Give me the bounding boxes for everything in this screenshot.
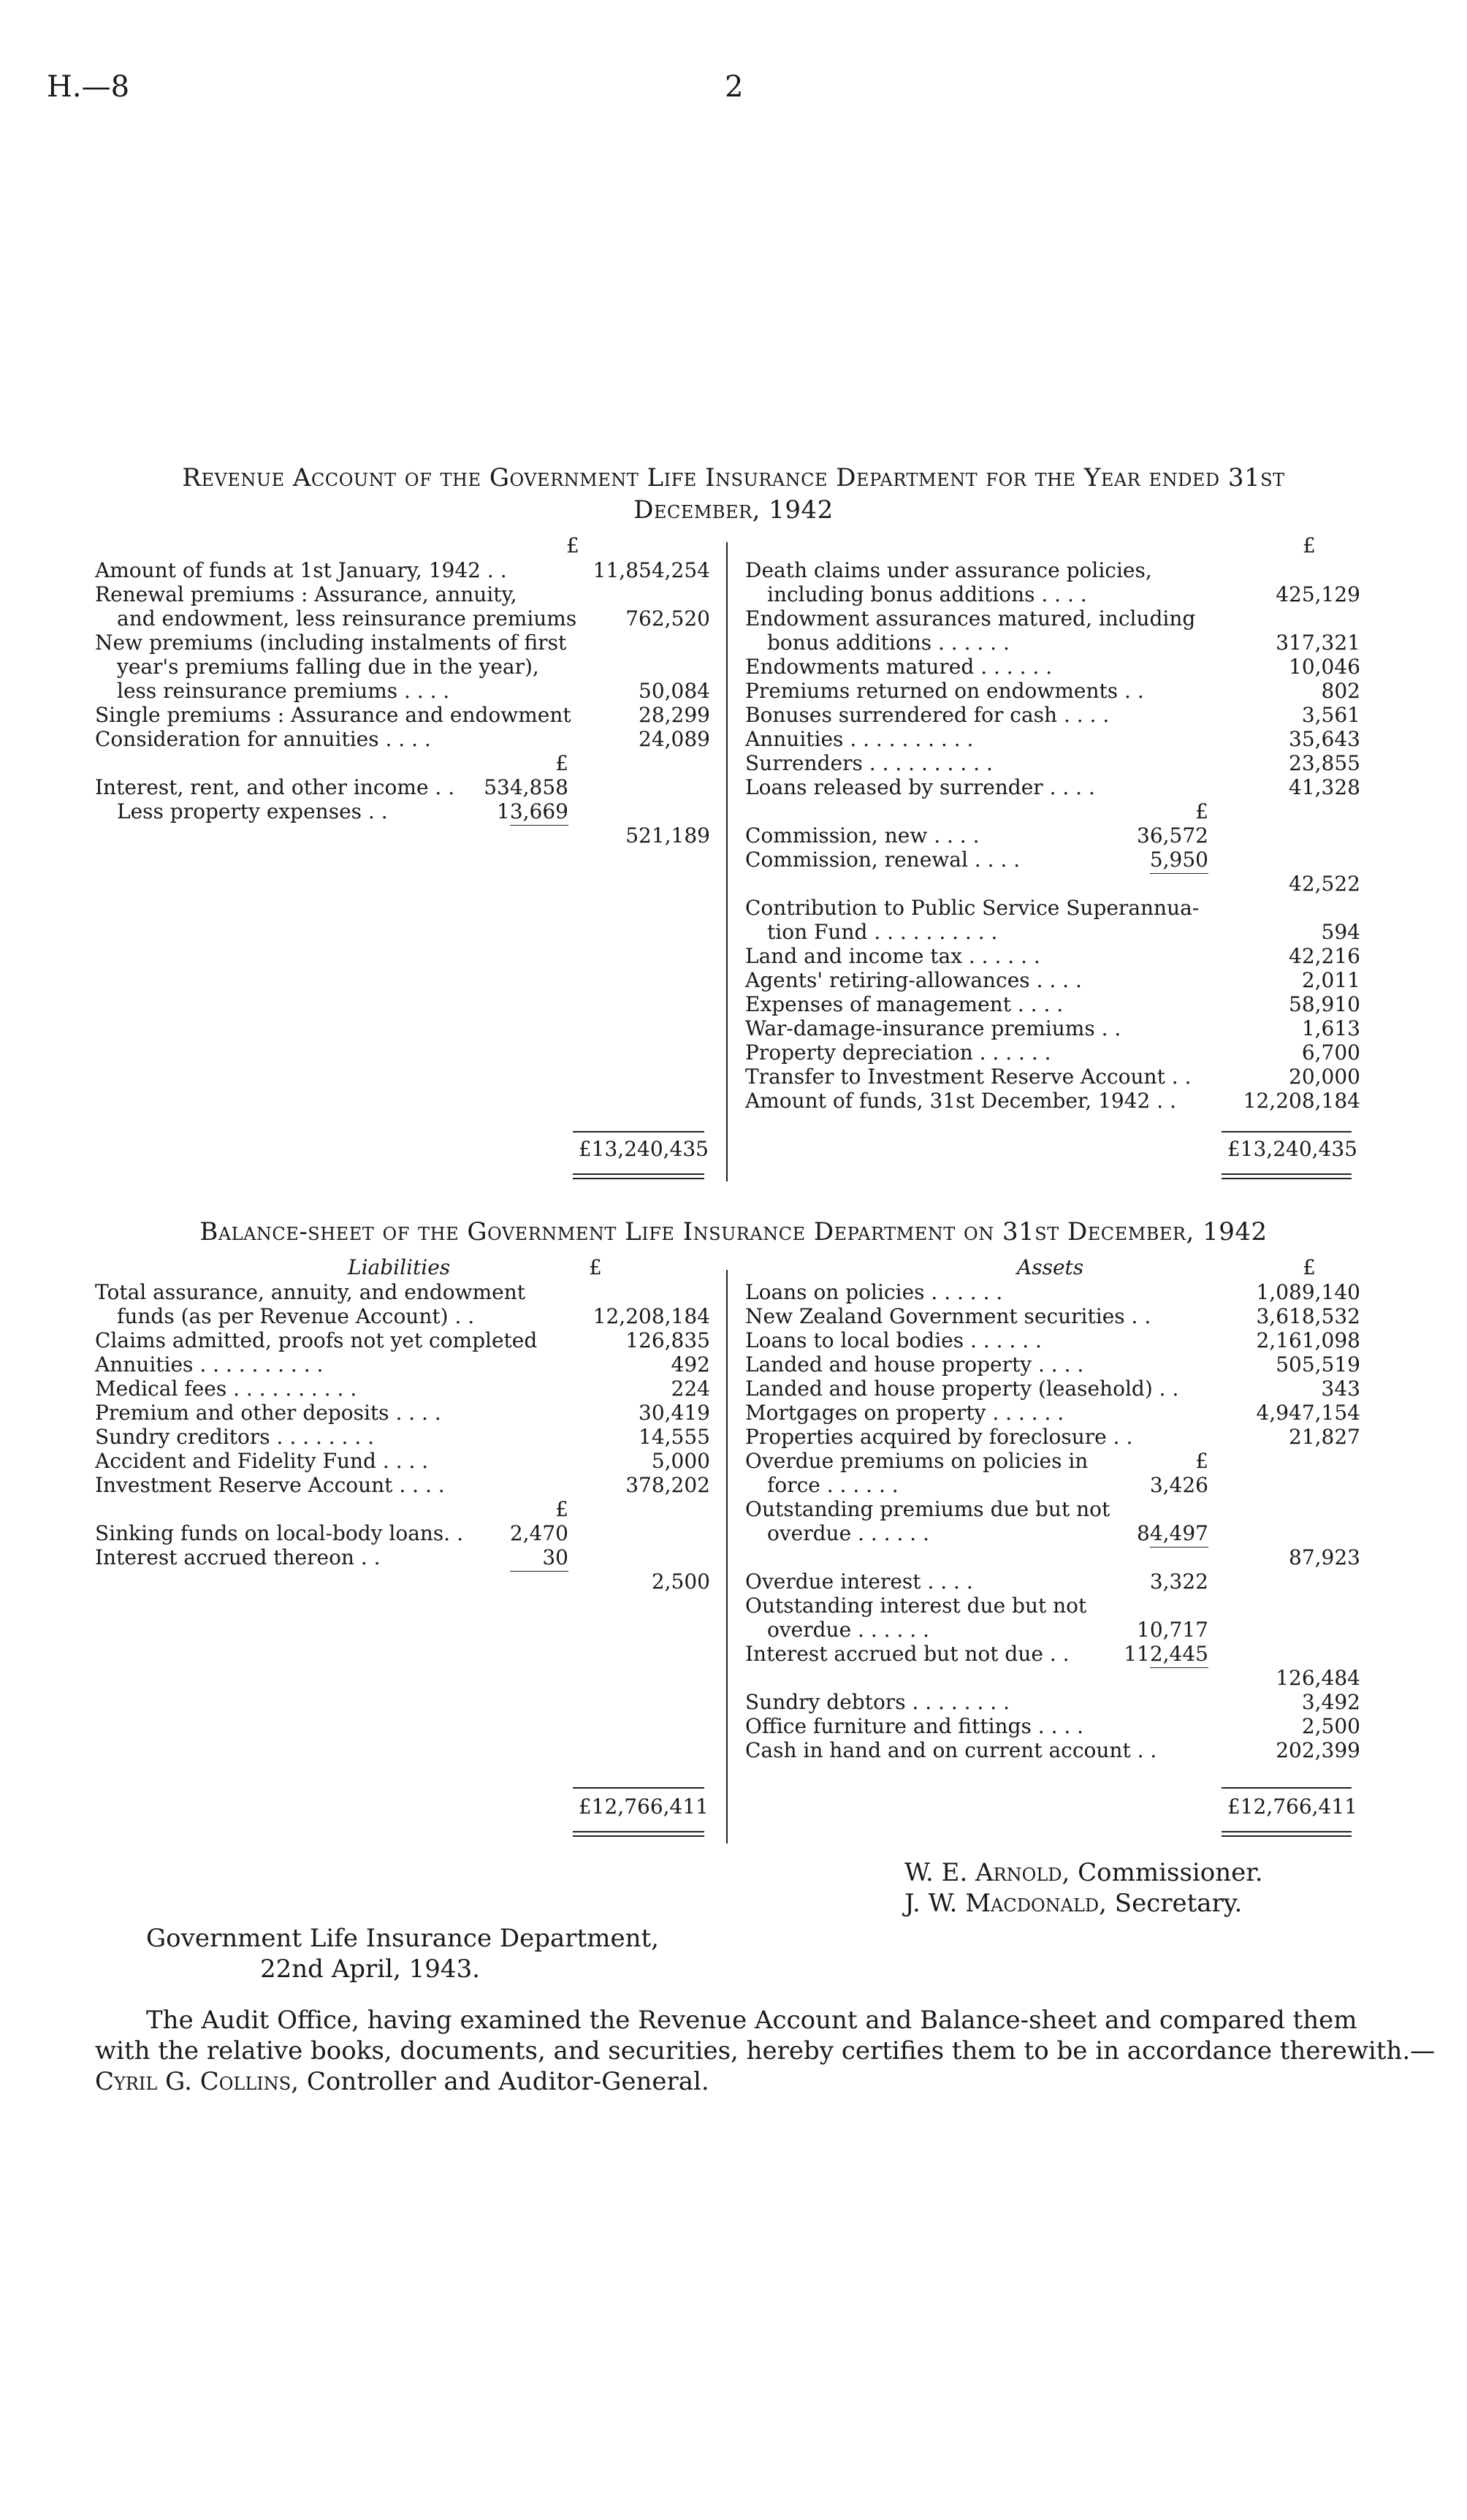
assets-pound: £ [1303, 1255, 1316, 1279]
ledger-amount: 224 [671, 1377, 710, 1401]
ledger-sub-amount: £ [1195, 1449, 1208, 1473]
ledger-amount: 762,520 [625, 606, 710, 631]
ledger-amount: 3,561 [1301, 703, 1360, 727]
ledger-line-text: Total assurance, annuity, and endowment [95, 1280, 525, 1304]
ledger-line-text: Less property expenses . . [117, 799, 388, 823]
ledger-amount: 1,089,140 [1256, 1280, 1360, 1304]
ledger-line-text: Overdue interest . . . . [745, 1569, 973, 1594]
ledger-sub-amount: 13,669 [497, 799, 568, 823]
ledger-amount: 1,613 [1301, 1016, 1360, 1040]
ledger-sub-amount: £ [555, 751, 568, 775]
ledger-line-text: Contribution to Public Service Superannua- [745, 896, 1200, 920]
audit-signature [95, 2066, 709, 2097]
commissioner-name: W. E. Arnold [904, 1858, 1062, 1887]
revenue-left-total-rule [573, 1131, 704, 1133]
ledger-amount: 202,399 [1276, 1738, 1360, 1762]
department-line: Government Life Insurance Department, [146, 1924, 659, 1953]
ledger-amount: 11,854,254 [592, 558, 710, 582]
ledger-amount: 21,827 [1289, 1425, 1360, 1449]
ledger-sub-amount: 534,858 [484, 775, 568, 799]
ledger-amount: 5,000 [651, 1449, 710, 1473]
ledger-sub-amount: 3,426 [1149, 1473, 1208, 1497]
ledger-line-text: overdue . . . . . . [767, 1521, 929, 1545]
ledger-amount: 2,500 [651, 1569, 710, 1594]
ledger-line-text: Death claims under assurance policies, [745, 558, 1152, 582]
date-line: 22nd April, 1943. [260, 1954, 481, 1984]
revenue-left-total: £13,240,435 [578, 1137, 709, 1161]
page-number: 2 [725, 70, 744, 104]
ledger-line-text: Loans to local bodies . . . . . . [745, 1328, 1042, 1352]
ledger-line-text: Surrenders . . . . . . . . . . [745, 751, 993, 775]
ledger-line-text: overdue . . . . . . [767, 1618, 929, 1642]
ledger-amount: 492 [671, 1352, 710, 1377]
balance-title: Balance-sheet of the Government Life Insurance Department on 31st December, 1942 [199, 1217, 1268, 1246]
auditor-role: , Controller and Auditor-General. [291, 2067, 709, 2096]
signature-commissioner [904, 1857, 1263, 1888]
ledger-line-text: Loans on policies . . . . . . [745, 1280, 1003, 1304]
ledger-amount: 2,011 [1301, 968, 1360, 992]
ledger-line-text: Sundry creditors . . . . . . . . [95, 1425, 375, 1449]
ledger-line-text: Premiums returned on endowments . . [745, 679, 1144, 703]
ledger-line-text: Mortgages on property . . . . . . [745, 1401, 1064, 1425]
ledger-line-text: Property depreciation . . . . . . [745, 1040, 1051, 1065]
ledger-line-text: Landed and house property (leasehold) . . [745, 1377, 1179, 1401]
ledger-line-text: Sundry debtors . . . . . . . . [745, 1690, 1010, 1714]
ledger-line-text: Interest accrued thereon . . [95, 1545, 381, 1569]
ledger-amount: 343 [1321, 1377, 1360, 1401]
revenue-title-line1: Revenue Account of the Government Life Insurance Department for the Year ended 31st [182, 463, 1285, 492]
ledger-amount: 30,419 [639, 1401, 710, 1425]
ledger-line-text: Commission, new . . . . [745, 823, 980, 848]
ledger-amount: 23,855 [1289, 751, 1360, 775]
ledger-line-text: New premiums (including instalments of first [95, 631, 567, 655]
ledger-line-text: Premium and other deposits . . . . [95, 1401, 441, 1425]
liabilities-pound: £ [589, 1255, 602, 1279]
balance-right-double-rule [1222, 1831, 1352, 1837]
ledger-amount: 317,321 [1276, 631, 1360, 655]
ledger-line-text: Office furniture and fittings . . . . [745, 1714, 1084, 1738]
ledger-line-text: force . . . . . . [767, 1473, 899, 1497]
ledger-sub-amount: 10,717 [1137, 1618, 1208, 1642]
ledger-amount: 594 [1321, 920, 1360, 944]
assets-heading: Assets [1017, 1255, 1084, 1279]
ledger-amount: 87,923 [1289, 1545, 1360, 1569]
ledger-amount: 10,046 [1289, 655, 1360, 679]
ledger-line-text: Overdue premiums on policies in [745, 1449, 1089, 1473]
ledger-amount: 425,129 [1276, 582, 1360, 606]
balance-left-total-rule [573, 1787, 704, 1789]
ledger-line-text: War-damage-insurance premiums . . [745, 1016, 1121, 1040]
page-code: H.—8 [47, 70, 130, 104]
ledger-amount: 2,500 [1301, 1714, 1360, 1738]
balance-left-double-rule [573, 1831, 704, 1837]
audit-line2: with the relative books, documents, and securities, hereby certifies them to be in accordance therewith.— [95, 2036, 1436, 2066]
ledger-amount: 35,643 [1289, 727, 1360, 751]
ledger-amount: 521,189 [625, 823, 710, 848]
ledger-line-text: Annuities . . . . . . . . . . [95, 1352, 324, 1377]
ledger-line-text: Transfer to Investment Reserve Account . . [745, 1065, 1192, 1089]
ledger-line-text: Commission, renewal . . . . [745, 848, 1021, 872]
ledger-line-text: Land and income tax . . . . . . [745, 944, 1040, 968]
commissioner-role: , Commissioner. [1062, 1858, 1263, 1887]
ledger-amount: 505,519 [1276, 1352, 1360, 1377]
ledger-line-text: Claims admitted, proofs not yet completed [95, 1328, 538, 1352]
balance-right-total-rule [1222, 1787, 1352, 1789]
ledger-amount: 41,328 [1289, 775, 1360, 799]
ledger-amount: 24,089 [639, 727, 710, 751]
revenue-title-line2: December, 1942 [633, 495, 834, 525]
ledger-amount: 802 [1321, 679, 1360, 703]
ledger-line-text: including bonus additions . . . . [767, 582, 1087, 606]
auditor-name: Cyril G. Collins [95, 2067, 292, 2096]
ledger-line-text: Annuities . . . . . . . . . . [745, 727, 974, 751]
revenue-left-pound: £ [566, 533, 579, 557]
ledger-line-text: funds (as per Revenue Account) . . [117, 1304, 475, 1328]
audit-line1: The Audit Office, having examined the Revenue Account and Balance-sheet and compared them [146, 2006, 1357, 2035]
ledger-line-text: Renewal premiums : Assurance, annuity, [95, 582, 517, 606]
ledger-line-text: Expenses of management . . . . [745, 992, 1064, 1016]
ledger-amount: 28,299 [639, 703, 710, 727]
ledger-amount: 20,000 [1289, 1065, 1360, 1089]
ledger-amount: 126,484 [1276, 1666, 1360, 1690]
secretary-name: J. W. Macdonald [904, 1889, 1100, 1918]
ledger-amount: 42,216 [1289, 944, 1360, 968]
ledger-line-text: Loans released by surrender . . . . [745, 775, 1095, 799]
ledger-line-text: bonus additions . . . . . . [767, 631, 1010, 655]
ledger-amount: 42,522 [1289, 872, 1360, 896]
ledger-sub-amount: £ [1195, 799, 1208, 823]
revenue-left-double-rule [573, 1173, 704, 1179]
ledger-amount: 12,208,184 [1243, 1089, 1360, 1113]
ledger-line-text: Outstanding premiums due but not [745, 1497, 1110, 1521]
ledger-amount: 3,492 [1301, 1690, 1360, 1714]
ledger-line-text: Interest, rent, and other income . . [95, 775, 455, 799]
ledger-line-text: Outstanding interest due but not [745, 1594, 1087, 1618]
ledger-line-text: Consideration for annuities . . . . [95, 727, 431, 751]
ledger-line-text: Interest accrued but not due . . [745, 1642, 1070, 1666]
ledger-line-text: and endowment, less reinsurance premiums [117, 606, 577, 631]
ledger-sub-amount: 3,322 [1149, 1569, 1208, 1594]
revenue-divider [726, 542, 728, 1181]
ledger-line-text: Properties acquired by foreclosure . . [745, 1425, 1133, 1449]
ledger-line-text: Amount of funds, 31st December, 1942 . . [745, 1089, 1176, 1113]
ledger-line-text: tion Fund . . . . . . . . . . [767, 920, 998, 944]
ledger-sub-amount: 2,470 [509, 1521, 568, 1545]
revenue-right-pound: £ [1303, 533, 1316, 557]
ledger-sub-amount: 84,497 [1137, 1521, 1208, 1545]
ledger-line-text: Medical fees . . . . . . . . . . [95, 1377, 357, 1401]
ledger-amount: 12,208,184 [592, 1304, 710, 1328]
ledger-sub-amount: £ [555, 1497, 568, 1521]
ledger-line-text: New Zealand Government securities . . [745, 1304, 1151, 1328]
revenue-right-double-rule [1222, 1173, 1352, 1179]
ledger-line-text: Accident and Fidelity Fund . . . . [95, 1449, 429, 1473]
revenue-right-total: £13,240,435 [1227, 1137, 1357, 1161]
ledger-line-text: Bonuses surrendered for cash . . . . [745, 703, 1110, 727]
ledger-line-text: year's premiums falling due in the year), [117, 655, 539, 679]
ledger-line-text: Sinking funds on local-body loans. . [95, 1521, 463, 1545]
signature-secretary [904, 1888, 1242, 1919]
ledger-line-text: Agents' retiring-allowances . . . . [745, 968, 1082, 992]
secretary-role: , Secretary. [1099, 1889, 1243, 1918]
ledger-amount: 50,084 [639, 679, 710, 703]
ledger-sub-amount: 5,950 [1149, 848, 1208, 872]
ledger-amount: 6,700 [1301, 1040, 1360, 1065]
balance-divider [726, 1270, 728, 1843]
ledger-sub-amount: 112,445 [1124, 1642, 1208, 1666]
ledger-line-text: Investment Reserve Account . . . . [95, 1473, 445, 1497]
ledger-line-text: Single premiums : Assurance and endowment [95, 703, 571, 727]
ledger-line-text: Endowments matured . . . . . . [745, 655, 1053, 679]
ledger-sub-amount: 30 [542, 1545, 568, 1569]
ledger-line-text: Amount of funds at 1st January, 1942 . . [95, 558, 507, 582]
ledger-amount: 2,161,098 [1256, 1328, 1360, 1352]
ledger-line-text: less reinsurance premiums . . . . [117, 679, 450, 703]
ledger-amount: 14,555 [639, 1425, 710, 1449]
balance-left-total: £12,766,411 [578, 1794, 709, 1819]
ledger-line-text: Endowment assurances matured, including [745, 606, 1196, 631]
revenue-right-total-rule [1222, 1131, 1352, 1133]
ledger-amount: 126,835 [625, 1328, 710, 1352]
balance-right-total: £12,766,411 [1227, 1794, 1357, 1819]
ledger-amount: 378,202 [625, 1473, 710, 1497]
ledger-amount: 3,618,532 [1256, 1304, 1360, 1328]
liabilities-heading: Liabilities [348, 1255, 451, 1279]
ledger-amount: 4,947,154 [1256, 1401, 1360, 1425]
ledger-line-text: Cash in hand and on current account . . [745, 1738, 1157, 1762]
ledger-sub-amount: 36,572 [1137, 823, 1208, 848]
ledger-amount: 58,910 [1289, 992, 1360, 1016]
ledger-line-text: Landed and house property . . . . [745, 1352, 1084, 1377]
